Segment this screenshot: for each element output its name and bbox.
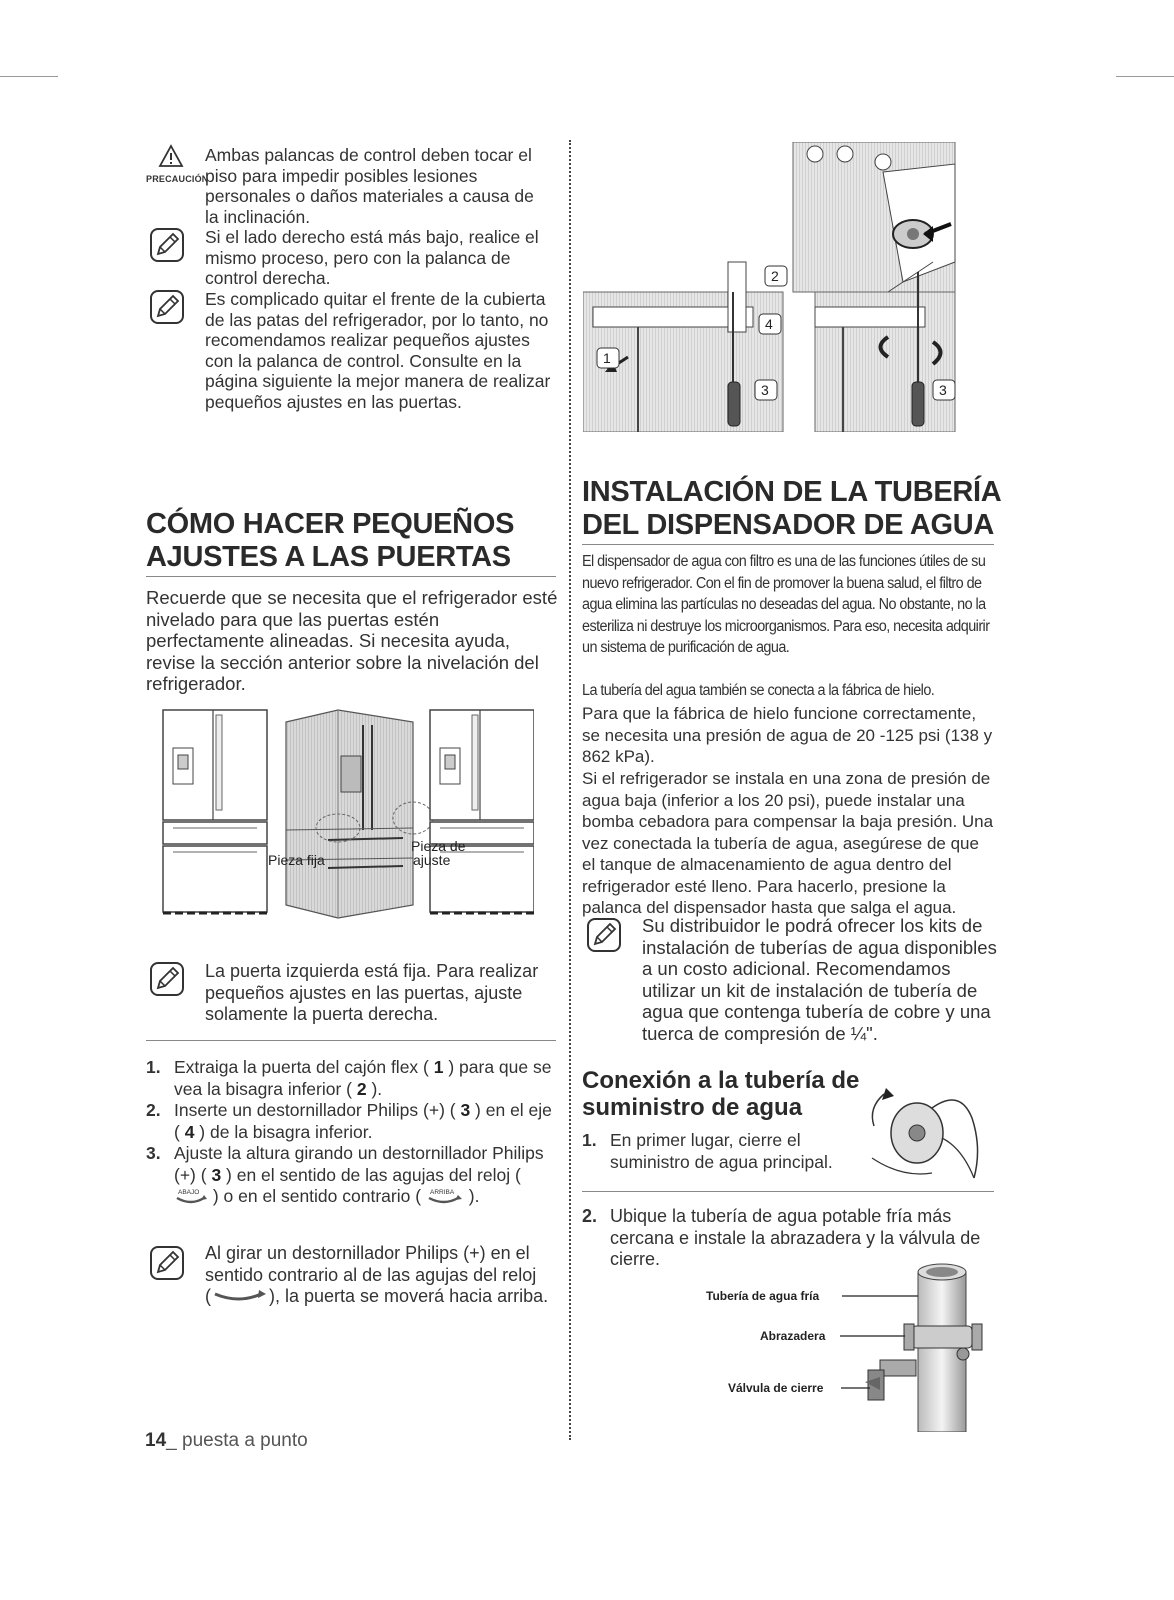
note-pencil-icon <box>149 227 185 263</box>
section-rule <box>582 1191 994 1192</box>
note-pencil-icon <box>149 289 185 325</box>
fridge-left-view <box>163 710 267 913</box>
footer-section: puesta a punto <box>176 1430 308 1451</box>
fridge-3d-view <box>286 710 433 918</box>
section-rule <box>146 576 556 577</box>
label-adjust-part-1: Pieza de <box>411 838 466 854</box>
hinge-adjustment-figure <box>583 142 958 432</box>
list-item: 1. En primer lugar, cierre el suministro de agua principal. <box>582 1130 833 1172</box>
callout-1 <box>597 348 619 368</box>
svg-text:1: 1 <box>603 350 611 366</box>
callout-4 <box>759 314 781 334</box>
svg-text:ABAJO: ABAJO <box>178 1189 200 1196</box>
callout-3-left <box>755 380 777 400</box>
water-icemaker: La tubería del agua también se conecta a la fábrica de hielo. <box>582 682 935 699</box>
section-title-line: CÓMO HACER PEQUEÑOS <box>146 508 515 540</box>
section-title-line: AJUSTES A LAS PUERTAS <box>146 541 511 573</box>
section-title-adjust <box>146 508 514 574</box>
note-pencil-icon <box>149 961 185 997</box>
list-item: 3. Ajuste la altura girando un destornillador Philips (+) ( 3 ) en el sentido de las agujas del reloj ( ABAJO ) o en el sentido contrario ( ARRIBA ). <box>146 1143 544 1206</box>
list-item: 2. Ubique la tubería de agua potable fría más cercana e instale la abrazadera y la válvula de cierre. <box>582 1206 981 1269</box>
label-shutoff-valve: Válvula de cierre <box>728 1381 824 1395</box>
refrigerator-doors-figure <box>158 700 534 920</box>
section-rule <box>146 1040 556 1041</box>
list-item: 1. Extraiga la puerta del cajón flex ( 1 ) para que se vea la bisagra inferior ( 2 ). <box>146 1057 552 1099</box>
counterclockwise-arrow-icon <box>211 1288 269 1304</box>
caution-badge <box>146 144 209 184</box>
svg-text:3: 3 <box>761 382 769 398</box>
callout-3-right <box>933 380 955 400</box>
fridge-right-view <box>430 710 534 913</box>
counterclockwise-arrow-icon <box>426 1188 464 1206</box>
subsection-title-line: Conexión a la tubería de <box>582 1067 860 1094</box>
column-divider <box>569 140 571 1440</box>
note-installation-kit: Su distribuidor le podrá ofrecer los kits de instalación de tuberías de agua disponibles a un costo adicional. Recomendamos utilizar un kit de instalación de tubería de agua que contenga tubería de cobre y una tuerca de compresión de ¼". <box>642 915 997 1044</box>
note-left-door-fixed: La puerta izquierda está fija. Para realizar pequeños ajustes en las puertas, ajuste solamente la puerta derecha. <box>205 961 539 1024</box>
note-screwdriver-direction: Al girar un destornillador Philips (+) en el sentido contrario al de las agujas del reloj ( ), la puerta se moverá hacia arriba. <box>205 1243 549 1306</box>
label-cold-pipe: Tubería de agua fría <box>706 1289 820 1303</box>
caution-label: PRECAUCIÓN <box>146 174 209 184</box>
section-title-line: DEL DISPENSADOR DE AGUA <box>582 509 995 541</box>
note-pencil-icon <box>149 1245 185 1281</box>
section-intro: Recuerde que se necesita que el refrigerador esté nivelado para que las puertas estén perfectamente alineadas. Si necesita ayuda, revise la sección anterior sobre la nivelación del refrigerador. <box>146 587 558 694</box>
svg-text:4: 4 <box>765 316 773 332</box>
note-complicated: Es complicado quitar el frente de la cubierta de las patas del refrigerador, por lo tanto, no recomendamos realizar pequeños ajustes con la palanca de control. Consulte en la página siguiente la mejor manera de realizar pequeños ajustes en las puertas. <box>205 289 551 412</box>
clockwise-arrow-icon <box>174 1188 208 1206</box>
svg-text:2: 2 <box>771 268 779 284</box>
page-footer: 14_ puesta a punto <box>145 1430 308 1451</box>
note-pencil-icon <box>586 917 622 953</box>
list-item: 2. Inserte un destornillador Philips (+) ( 3 ) en el eje ( 4 ) de la bisagra inferior. <box>146 1100 552 1142</box>
callout-2 <box>765 266 787 286</box>
water-low-pressure: Si el refrigerador se instala en una zona de presión de agua baja (inferior a los 20 psi), puede instalar una bomba cebadora para compensar la baja presión. Una vez conectada la tubería de agua, asegúrese de que el tanque de almacenamiento de agua dentro del refrigerador esté lleno. Para hacerlo, presione la palanca del dispensador hasta que salga el agua. <box>582 769 994 917</box>
svg-text:3: 3 <box>939 382 947 398</box>
valve-hand-figure <box>862 1078 990 1183</box>
section-title-line: INSTALACIÓN DE LA TUBERÍA <box>582 476 1002 508</box>
crop-mark-left <box>0 76 58 77</box>
label-fixed-part: Pieza fija <box>268 852 325 868</box>
subsection-title-supply <box>582 1067 859 1121</box>
caution-text: Ambas palancas de control deben tocar el piso para impedir posibles lesiones personales o daños materiales a causa de la inclinación. <box>205 145 534 227</box>
supply-steps-2 <box>582 1206 994 1271</box>
crop-mark-right <box>1116 76 1174 77</box>
adjust-steps <box>146 1057 556 1208</box>
label-adjust-part-2: ajuste <box>413 852 451 868</box>
supply-steps-1 <box>582 1130 862 1173</box>
section-rule <box>582 544 994 545</box>
svg-text:ARRIBA: ARRIBA <box>429 1189 455 1196</box>
section-title-water <box>582 476 1001 542</box>
water-intro: El dispensador de agua con filtro es una de las funciones útiles de su nuevo refrigerador. Con el fin de promover la buena salud, el filtro de agua elimina las partículas no deseadas del agua. No obstante, no la esteriliza ni destruye los microorganismos. Para eso, necesita adquirir un sistema de purificación de agua. <box>582 553 990 656</box>
subsection-title-line: suministro de agua <box>582 1094 803 1121</box>
page-number: 14 <box>145 1430 167 1451</box>
warning-triangle-icon <box>158 144 184 168</box>
pipe-clamp-figure <box>700 1262 995 1432</box>
note-right-side: Si el lado derecho está más bajo, realice el mismo proceso, pero con la palanca de control derecha. <box>205 227 539 288</box>
water-pressure: Para que la fábrica de hielo funcione correctamente, se necesita una presión de agua de 20 -125 psi (138 y 862 kPa). <box>582 704 993 766</box>
label-clamp: Abrazadera <box>760 1329 826 1343</box>
